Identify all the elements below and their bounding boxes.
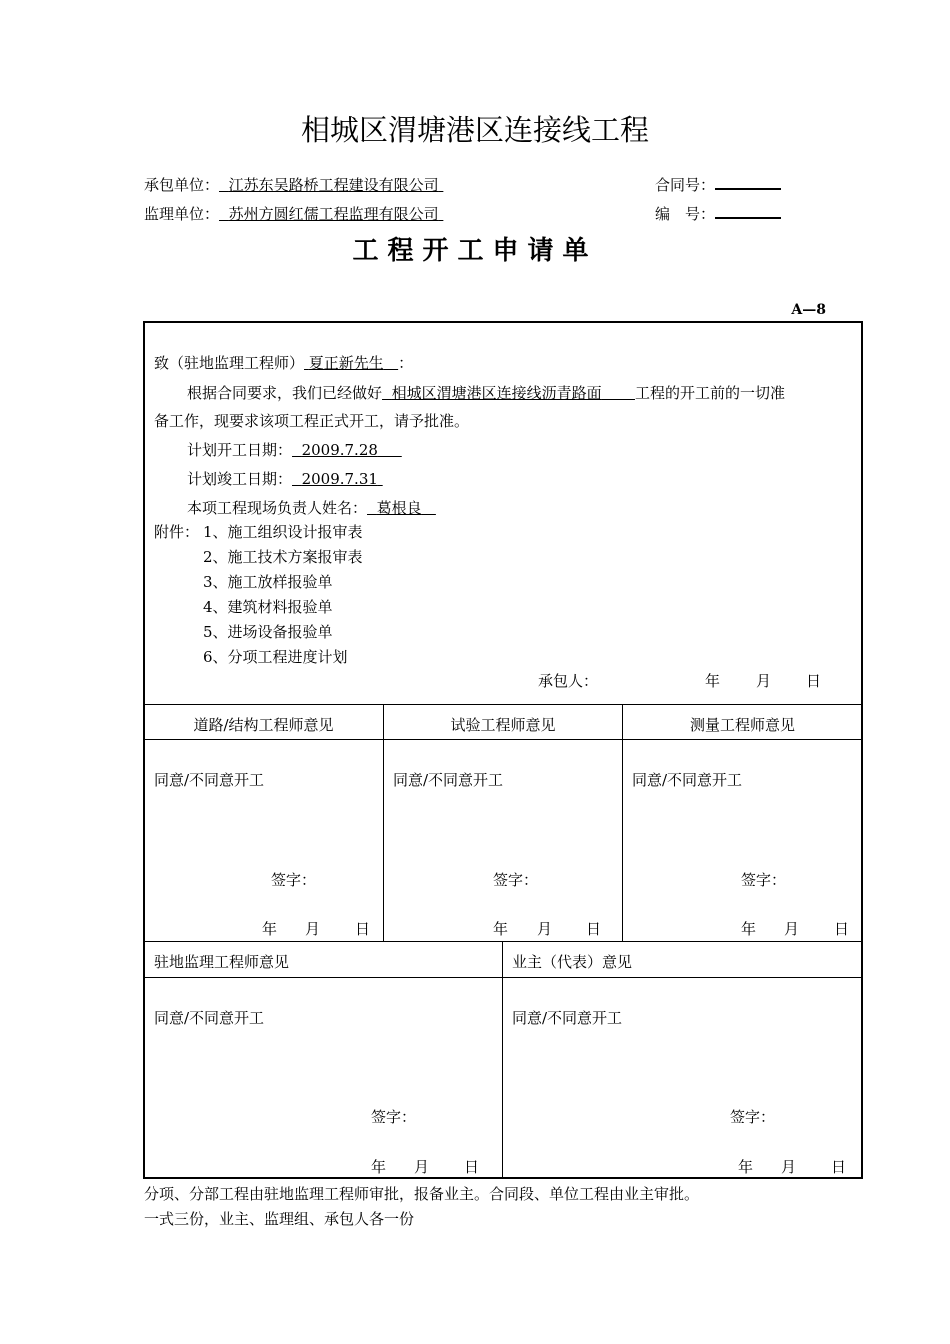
- contractor-label: 承包单位：: [144, 176, 220, 194]
- test-engineer-opinion: 同意/不同意开工: [393, 771, 504, 789]
- attachment-item: 3、施工放样报验单: [203, 573, 333, 591]
- start-date-value: 2009.7.28: [301, 441, 378, 459]
- attachment-item: 2、施工技术方案报审表: [203, 548, 363, 566]
- date-month: 月: [784, 920, 800, 938]
- date-day: 日: [831, 1158, 847, 1176]
- contractor-line: [144, 174, 443, 195]
- date-year: 年: [705, 672, 721, 690]
- date-month: 月: [781, 1158, 797, 1176]
- date-year: 年: [738, 1158, 754, 1176]
- form-title: 工程开工申请单: [352, 236, 598, 266]
- end-date-line: 计划竣工日期： 2009.7.31: [187, 468, 383, 489]
- owner-opinion: 同意/不同意开工: [512, 1009, 623, 1027]
- manager-value: 葛根良: [376, 499, 422, 517]
- addressee-line: 致（驻地监理工程师） 夏正新先生 ：: [154, 354, 414, 372]
- survey-engineer-sign: 签字：: [741, 871, 787, 889]
- contract-no-label: 合同号：: [655, 176, 716, 194]
- request-paragraph-line2: 备工作，现要求该项工程正式开工，请予批准。: [154, 412, 470, 430]
- date-month: 月: [305, 920, 321, 938]
- manager-line: 本项工程现场负责人姓名： 葛根良: [187, 497, 436, 518]
- attachments-label: 附件：: [154, 523, 200, 541]
- survey-engineer-heading: 测量工程师意见: [689, 716, 795, 734]
- date-month: 月: [537, 920, 553, 938]
- attachment-item: 5、进场设备报验单: [203, 623, 333, 641]
- resident-engineer-heading: 驻地监理工程师意见: [154, 953, 290, 971]
- resident-engineer-sign: 签字：: [371, 1108, 417, 1126]
- supervisor-line: [144, 203, 443, 224]
- divider-col1: [383, 704, 384, 942]
- date-day: 日: [586, 920, 602, 938]
- divider-row1-top: [144, 704, 862, 705]
- test-engineer-heading: 试验工程师意见: [450, 716, 556, 734]
- resident-engineer-opinion: 同意/不同意开工: [154, 1009, 265, 1027]
- project-name: 相城区渭塘港区连接线沥青路面: [391, 384, 602, 402]
- attachment-item: 4、建筑材料报验单: [203, 598, 333, 616]
- engineer-name: 夏正新先生: [308, 354, 384, 372]
- divider-row1-header: [144, 739, 862, 740]
- serial-no-line: [655, 203, 781, 224]
- end-date-value: 2009.7.31: [301, 470, 378, 488]
- start-date-line: 计划开工日期： 2009.7.28: [187, 439, 402, 460]
- serial-no-blank: [715, 203, 781, 219]
- date-day: 日: [834, 920, 850, 938]
- date-year: 年: [371, 1158, 387, 1176]
- form-code: A—8: [791, 302, 826, 318]
- owner-heading: 业主（代表）意见: [512, 953, 633, 971]
- divider-row2-top: [144, 941, 862, 942]
- divider-col2: [622, 704, 623, 942]
- request-paragraph-line1: 根据合同要求，我们已经做好 相城区渭塘港区连接线沥青路面 工程的开工前的一切准: [187, 384, 785, 402]
- test-engineer-sign: 签字：: [493, 871, 539, 889]
- date-day: 日: [464, 1158, 480, 1176]
- contract-no-line: [655, 174, 781, 195]
- contractor-value: 江苏东吴路桥工程建设有限公司: [228, 176, 439, 194]
- applicant-label: 承包人：: [538, 672, 599, 690]
- survey-engineer-opinion: 同意/不同意开工: [632, 771, 743, 789]
- road-engineer-sign: 签字：: [271, 871, 317, 889]
- date-month: 月: [414, 1158, 430, 1176]
- owner-sign: 签字：: [730, 1108, 776, 1126]
- footer-note-approval: 分项、分部工程由驻地监理工程师审批，报备业主。合同段、单位工程由业主审批。: [144, 1185, 700, 1203]
- divider-col-mid: [502, 941, 503, 1178]
- supervisor-label: 监理单位：: [144, 205, 220, 223]
- date-day: 日: [355, 920, 371, 938]
- attachment-item: 1、施工组织设计报审表: [203, 523, 363, 541]
- date-year: 年: [262, 920, 278, 938]
- attachment-item: 6、分项工程进度计划: [203, 648, 348, 666]
- divider-row2-header: [144, 977, 862, 978]
- date-year: 年: [741, 920, 757, 938]
- date-day: 日: [806, 672, 822, 690]
- road-engineer-heading: 道路/结构工程师意见: [193, 716, 334, 734]
- road-engineer-opinion: 同意/不同意开工: [154, 771, 265, 789]
- date-month: 月: [756, 672, 772, 690]
- project-title: 相城区渭塘港区连接线工程: [300, 113, 649, 147]
- footer-note-copies: 一式三份，业主、监理组、承包人各一份: [144, 1210, 415, 1228]
- date-year: 年: [493, 920, 509, 938]
- serial-no-label: 编 号：: [655, 205, 716, 223]
- supervisor-value: 苏州方圆红儒工程监理有限公司: [228, 205, 439, 223]
- contract-no-blank: [715, 174, 781, 190]
